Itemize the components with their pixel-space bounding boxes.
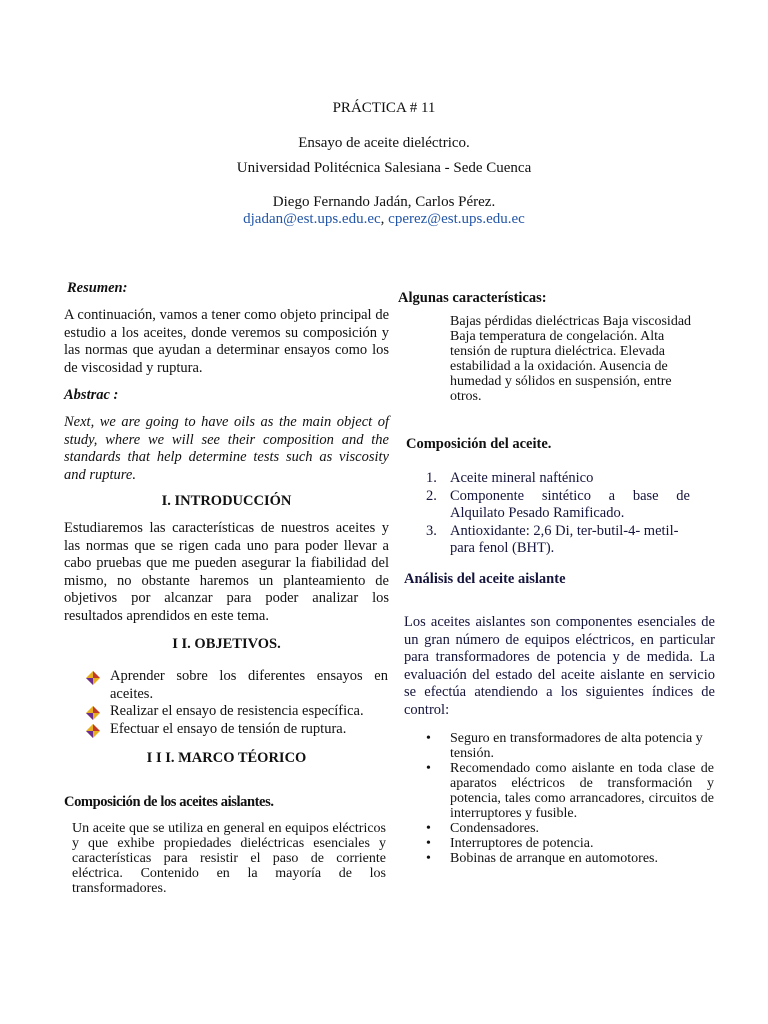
email-link-djadan[interactable]: djadan@est.ups.edu.ec [243, 211, 381, 227]
list-item [86, 668, 388, 703]
email-link-cperez[interactable]: cperez@est.ups.edu.ec [388, 211, 525, 227]
composicion-aceite-list [426, 470, 690, 558]
university-name: Universidad Politécnica Salesiana - Sede Cuenca [236, 160, 532, 176]
list-item-text: Antioxidante: 2,6 Di, ter-butil-4- metil-para fenol (BHT). [450, 522, 679, 557]
diamond-bullet-icon [86, 724, 100, 738]
bullet-icon: • [426, 731, 431, 746]
list-item [426, 761, 714, 821]
list-number: 3. [426, 522, 437, 539]
objetivo-text: Efectuar el ensayo de tensión de ruptura. [110, 720, 347, 737]
objetivo-text: Realizar el ensayo de resistencia específica. [110, 703, 364, 720]
indices-control-list [426, 731, 714, 866]
authors: Diego Fernando Jadán, Carlos Pérez. [272, 194, 496, 210]
resumen-paragraph: A continuación, vamos a tener como objeto principal de estudio a los aceites, donde veremos su composición y las normas que ayudan a determinar ensayos como los de viscosidad y ruptura. [64, 307, 389, 376]
list-item [86, 703, 388, 721]
caracteristicas-paragraph: Bajas pérdidas dieléctricas Baja viscosidad Baja temperatura de congelación. Alta tensión de ruptura dieléctrica. Elevada estabilidad a la oxidación. Ausencia de humedad y sólidos en suspensión, entre otros. [450, 314, 692, 404]
diamond-bullet-icon [86, 706, 100, 720]
document-title: PRÁCTICA # 11 [332, 100, 436, 116]
list-number: 1. [426, 470, 437, 486]
objetivos-list [86, 668, 388, 738]
list-item-text: Recomendado como aislante en toda clase de aparatos eléctricos de transformación y potencia, tales como arrancadores, circuitos de interruptores y fusible. [450, 761, 714, 821]
objetivo-text: Aprender sobre los diferentes ensayos en aceites. [110, 668, 388, 702]
caracteristicas-heading: Algunas características: [398, 290, 547, 306]
list-item-text: Interruptores de potencia. [450, 836, 594, 851]
list-item [426, 488, 690, 523]
email-separator: , [380, 211, 385, 227]
composicion-aceites-heading: Composición de los aceites aislantes. [64, 794, 274, 810]
document-subtitle: Ensayo de aceite dieléctrico. [298, 135, 470, 151]
list-item-text: Seguro en transformadores de alta potencia y tensión. [450, 731, 703, 761]
bullet-icon: • [426, 836, 431, 851]
bullet-icon: • [426, 851, 431, 866]
list-item [426, 470, 690, 488]
list-item-text: Componente sintético a base de Alquilato Pesado Ramificado. [450, 487, 690, 522]
list-item [426, 836, 714, 851]
analisis-paragraph: Los aceites aislantes son componentes esenciales de un gran número de equipos eléctricos, en particular para transformadores de potencia y de medida. La evaluación del estado del aceite aislante en servicio se efectúa atendiendo a los siguientes índices de control: [404, 614, 715, 718]
list-item [426, 523, 690, 558]
list-item [426, 821, 714, 836]
list-item [86, 721, 388, 739]
bullet-icon: • [426, 761, 431, 776]
section-introduccion-heading: I. INTRODUCCIÓN [161, 493, 292, 509]
bullet-icon: • [426, 821, 431, 836]
abstract-heading: Abstrac : [64, 387, 119, 403]
list-item-text: Bobinas de arranque en automotores. [450, 851, 658, 866]
diamond-bullet-icon [86, 671, 100, 685]
list-item-text: Aceite mineral nafténico [450, 470, 594, 486]
list-number: 2. [426, 487, 437, 504]
abstract-paragraph: Next, we are going to have oils as the main object of study, where we will see their composition and the standards that help determine tests such as viscosity and rupture. [64, 414, 389, 483]
composicion-aceite-heading: Composición del aceite. [406, 436, 552, 452]
introduccion-paragraph: Estudiaremos las características de nuestros aceites y las normas que se rigen cada uno para poder llevar a cabo pruebas que me pueden asegurar la fiabilidad del mismo, no obstante haremos un planteamiento de objetivos por alcanzar para poder analizar los resultados aprendidos en este tema. [64, 520, 389, 624]
section-objetivos-heading: I I. OBJETIVOS. [172, 636, 281, 652]
analisis-heading: Análisis del aceite aislante [404, 571, 566, 587]
list-item [426, 851, 714, 866]
resumen-heading: Resumen: [67, 280, 128, 296]
list-item [426, 731, 714, 761]
list-item-text: Condensadores. [450, 821, 540, 836]
section-marco-teorico-heading: I I I. MARCO TÉORICO [146, 750, 307, 766]
author-emails [0, 211, 768, 228]
composicion-aceites-paragraph: Un aceite que se utiliza en general en equipos eléctricos y que exhibe propiedades dieléctricas esenciales y características para resistir el paso de corriente eléctrica. Contenido en la mayoría de los transformadores. [72, 821, 386, 896]
